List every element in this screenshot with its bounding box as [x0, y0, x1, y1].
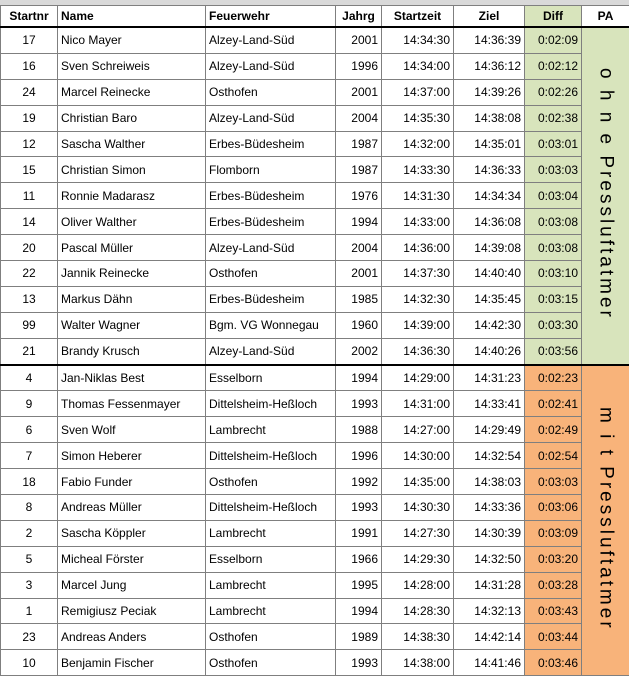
cell-jahrgang[interactable]: 1989 [336, 624, 382, 650]
table-row [1, 572, 629, 598]
cell-ziel[interactable]: 14:31:28 [454, 572, 525, 598]
table-row [1, 131, 629, 157]
header-startnr[interactable]: Startnr [1, 6, 58, 28]
cell-feuerwehr[interactable]: Erbes-Büdesheim [206, 183, 336, 209]
cell-diff[interactable]: 0:03:04 [525, 183, 582, 209]
cell-startnr[interactable]: 13 [1, 286, 58, 312]
cell-diff[interactable]: 0:03:44 [525, 624, 582, 650]
cell-ziel[interactable]: 14:33:36 [454, 495, 525, 521]
cell-startnr[interactable]: 18 [1, 469, 58, 495]
cell-startzeit[interactable]: 14:36:00 [382, 235, 454, 261]
table-row [1, 105, 629, 131]
cell-ziel[interactable]: 14:32:50 [454, 546, 525, 572]
cell-name[interactable]: Benjamin Fischer [58, 650, 206, 676]
cell-startzeit[interactable]: 14:35:30 [382, 105, 454, 131]
cell-jahrgang[interactable]: 1992 [336, 469, 382, 495]
cell-diff[interactable]: 0:02:12 [525, 53, 582, 79]
table-row [1, 391, 629, 417]
cell-startzeit[interactable]: 14:37:30 [382, 261, 454, 287]
cell-jahrgang[interactable]: 1987 [336, 157, 382, 183]
cell-startnr[interactable]: 17 [1, 27, 58, 53]
cell-startnr[interactable]: 99 [1, 312, 58, 338]
cell-startzeit[interactable]: 14:31:30 [382, 183, 454, 209]
header-row [1, 6, 629, 28]
table-row [1, 598, 629, 624]
cell-startnr[interactable]: 12 [1, 131, 58, 157]
table-row [1, 157, 629, 183]
cell-feuerwehr[interactable]: Alzey-Land-Süd [206, 105, 336, 131]
cell-startnr[interactable]: 1 [1, 598, 58, 624]
header-jahrgang[interactable]: Jahrg [336, 6, 382, 28]
cell-jahrgang[interactable]: 1996 [336, 443, 382, 469]
cell-jahrgang[interactable]: 1988 [336, 417, 382, 443]
table-row [1, 286, 629, 312]
cell-feuerwehr[interactable]: Alzey-Land-Süd [206, 235, 336, 261]
cell-diff[interactable]: 0:02:54 [525, 443, 582, 469]
cell-jahrgang[interactable]: 1996 [336, 53, 382, 79]
cell-feuerwehr[interactable]: Lambrecht [206, 520, 336, 546]
cell-feuerwehr[interactable]: Lambrecht [206, 572, 336, 598]
cell-diff[interactable]: 0:03:10 [525, 261, 582, 287]
cell-feuerwehr[interactable]: Lambrecht [206, 598, 336, 624]
table-row [1, 312, 629, 338]
cell-jahrgang[interactable]: 1994 [336, 598, 382, 624]
cell-name[interactable]: Andreas Anders [58, 624, 206, 650]
cell-diff[interactable]: 0:02:49 [525, 417, 582, 443]
cell-startnr[interactable]: 2 [1, 520, 58, 546]
cell-diff[interactable]: 0:03:03 [525, 469, 582, 495]
cell-jahrgang[interactable]: 1993 [336, 495, 382, 521]
cell-jahrgang[interactable]: 1987 [336, 131, 382, 157]
cell-jahrgang[interactable]: 2001 [336, 27, 382, 53]
cell-diff[interactable]: 0:03:28 [525, 572, 582, 598]
table-row [1, 209, 629, 235]
cell-startzeit[interactable]: 14:27:00 [382, 417, 454, 443]
cell-startzeit[interactable]: 14:29:00 [382, 365, 454, 391]
cell-startzeit[interactable]: 14:33:00 [382, 209, 454, 235]
cell-name[interactable]: Pascal Müller [58, 235, 206, 261]
cell-startzeit[interactable]: 14:28:30 [382, 598, 454, 624]
cell-startnr[interactable]: 6 [1, 417, 58, 443]
table-row [1, 443, 629, 469]
cell-diff[interactable]: 0:02:38 [525, 105, 582, 131]
cell-name[interactable]: Remigiusz Peciak [58, 598, 206, 624]
table-row [1, 338, 629, 364]
cell-ziel[interactable]: 14:36:33 [454, 157, 525, 183]
cell-jahrgang[interactable]: 1966 [336, 546, 382, 572]
cell-feuerwehr[interactable]: Osthofen [206, 79, 336, 105]
cell-feuerwehr[interactable]: Erbes-Büdesheim [206, 286, 336, 312]
cell-jahrgang[interactable]: 1994 [336, 365, 382, 391]
cell-feuerwehr[interactable]: Alzey-Land-Süd [206, 53, 336, 79]
cell-feuerwehr[interactable]: Osthofen [206, 469, 336, 495]
cell-feuerwehr[interactable]: Esselborn [206, 365, 336, 391]
cell-startzeit[interactable]: 14:39:00 [382, 312, 454, 338]
cell-name[interactable]: Sven Wolf [58, 417, 206, 443]
cell-startzeit[interactable]: 14:34:00 [382, 53, 454, 79]
cell-name[interactable]: Sascha Walther [58, 131, 206, 157]
cell-name[interactable]: Brandy Krusch [58, 338, 206, 364]
cell-startzeit[interactable]: 14:38:00 [382, 650, 454, 676]
cell-jahrgang[interactable]: 1960 [336, 312, 382, 338]
cell-startzeit[interactable]: 14:32:00 [382, 131, 454, 157]
cell-diff[interactable]: 0:03:46 [525, 650, 582, 676]
cell-feuerwehr[interactable]: Alzey-Land-Süd [206, 338, 336, 364]
cell-name[interactable]: Markus Dähn [58, 286, 206, 312]
cell-name[interactable]: Micheal Förster [58, 546, 206, 572]
cell-startzeit[interactable]: 14:27:30 [382, 520, 454, 546]
header-ziel[interactable]: Ziel [454, 6, 525, 28]
header-pa[interactable]: PA [582, 6, 629, 28]
cell-ziel[interactable]: 14:32:13 [454, 598, 525, 624]
table-row [1, 27, 629, 53]
table-row [1, 365, 629, 391]
cell-ziel[interactable]: 14:40:40 [454, 261, 525, 287]
cell-startnr[interactable]: 21 [1, 338, 58, 364]
cell-ziel[interactable]: 14:35:01 [454, 131, 525, 157]
cell-startzeit[interactable]: 14:34:30 [382, 27, 454, 53]
cell-ziel[interactable]: 14:34:34 [454, 183, 525, 209]
cell-ziel[interactable]: 14:38:08 [454, 105, 525, 131]
cell-diff[interactable]: 0:02:23 [525, 365, 582, 391]
cell-diff[interactable]: 0:03:30 [525, 312, 582, 338]
cell-diff[interactable]: 0:03:08 [525, 209, 582, 235]
cell-startnr[interactable]: 15 [1, 157, 58, 183]
cell-name[interactable]: Fabio Funder [58, 469, 206, 495]
table-row [1, 624, 629, 650]
table-row [1, 183, 629, 209]
cell-name[interactable]: Marcel Reinecke [58, 79, 206, 105]
cell-startnr[interactable]: 23 [1, 624, 58, 650]
cell-ziel[interactable]: 14:33:41 [454, 391, 525, 417]
cell-startzeit[interactable]: 14:36:30 [382, 338, 454, 364]
cell-startzeit[interactable]: 14:30:00 [382, 443, 454, 469]
cell-ziel[interactable]: 14:40:26 [454, 338, 525, 364]
header-startzeit[interactable]: Startzeit [382, 6, 454, 28]
cell-jahrgang[interactable]: 1991 [336, 520, 382, 546]
cell-ziel[interactable]: 14:32:54 [454, 443, 525, 469]
cell-name[interactable]: Sven Schreiweis [58, 53, 206, 79]
table-row [1, 261, 629, 287]
cell-jahrgang[interactable]: 1993 [336, 650, 382, 676]
cell-name[interactable]: Walter Wagner [58, 312, 206, 338]
cell-feuerwehr[interactable]: Alzey-Land-Süd [206, 27, 336, 53]
cell-name[interactable]: Jannik Reinecke [58, 261, 206, 287]
cell-startnr[interactable]: 4 [1, 365, 58, 391]
cell-startnr[interactable]: 7 [1, 443, 58, 469]
cell-ziel[interactable]: 14:38:03 [454, 469, 525, 495]
cell-feuerwehr[interactable]: Dittelsheim-Heßloch [206, 495, 336, 521]
header-diff[interactable]: Diff [525, 6, 582, 28]
cell-name[interactable]: Thomas Fessenmayer [58, 391, 206, 417]
cell-diff[interactable]: 0:03:43 [525, 598, 582, 624]
cell-ziel[interactable]: 14:29:49 [454, 417, 525, 443]
cell-startzeit[interactable]: 14:30:30 [382, 495, 454, 521]
cell-feuerwehr[interactable]: Bgm. VG Wonnegau [206, 312, 336, 338]
pa-group-label: m i t Pressluftatmer [595, 407, 617, 631]
cell-feuerwehr[interactable]: Dittelsheim-Heßloch [206, 391, 336, 417]
cell-jahrgang[interactable]: 1993 [336, 391, 382, 417]
cell-startnr[interactable]: 20 [1, 235, 58, 261]
cell-feuerwehr[interactable]: Osthofen [206, 261, 336, 287]
cell-diff[interactable]: 0:03:06 [525, 495, 582, 521]
cell-feuerwehr[interactable]: Esselborn [206, 546, 336, 572]
table-row [1, 469, 629, 495]
cell-feuerwehr[interactable]: Erbes-Büdesheim [206, 209, 336, 235]
cell-startnr[interactable]: 3 [1, 572, 58, 598]
pa-group-ohne[interactable] [582, 27, 629, 365]
cell-ziel[interactable]: 14:36:12 [454, 53, 525, 79]
table-row [1, 417, 629, 443]
table-row [1, 235, 629, 261]
cell-startzeit[interactable]: 14:33:30 [382, 157, 454, 183]
cell-startnr[interactable]: 11 [1, 183, 58, 209]
cell-jahrgang[interactable]: 1985 [336, 286, 382, 312]
cell-jahrgang[interactable]: 1994 [336, 209, 382, 235]
cell-jahrgang[interactable]: 2004 [336, 235, 382, 261]
cell-diff[interactable]: 0:02:41 [525, 391, 582, 417]
pa-group-mit[interactable] [582, 365, 629, 676]
cell-name[interactable]: Christian Baro [58, 105, 206, 131]
results-table [0, 5, 629, 676]
cell-startnr[interactable]: 9 [1, 391, 58, 417]
cell-diff[interactable]: 0:03:20 [525, 546, 582, 572]
cell-startzeit[interactable]: 14:37:00 [382, 79, 454, 105]
table-row [1, 495, 629, 521]
cell-startnr[interactable]: 14 [1, 209, 58, 235]
cell-name[interactable]: Nico Mayer [58, 27, 206, 53]
cell-name[interactable]: Christian Simon [58, 157, 206, 183]
cell-startzeit[interactable]: 14:28:00 [382, 572, 454, 598]
cell-feuerwehr[interactable]: Dittelsheim-Heßloch [206, 443, 336, 469]
cell-ziel[interactable]: 14:42:30 [454, 312, 525, 338]
cell-startzeit[interactable]: 14:38:30 [382, 624, 454, 650]
cell-name[interactable]: Oliver Walther [58, 209, 206, 235]
cell-name[interactable]: Andreas Müller [58, 495, 206, 521]
cell-jahrgang[interactable]: 2001 [336, 79, 382, 105]
cell-diff[interactable]: 0:03:15 [525, 286, 582, 312]
cell-ziel[interactable]: 14:31:23 [454, 365, 525, 391]
cell-startzeit[interactable]: 14:35:00 [382, 469, 454, 495]
cell-ziel[interactable]: 14:41:46 [454, 650, 525, 676]
cell-diff[interactable]: 0:03:08 [525, 235, 582, 261]
cell-name[interactable]: Jan-Niklas Best [58, 365, 206, 391]
cell-ziel[interactable]: 14:42:14 [454, 624, 525, 650]
header-feuerwehr[interactable]: Feuerwehr [206, 6, 336, 28]
cell-startnr[interactable]: 10 [1, 650, 58, 676]
cell-startnr[interactable]: 5 [1, 546, 58, 572]
table-row [1, 546, 629, 572]
cell-ziel[interactable]: 14:39:26 [454, 79, 525, 105]
cell-feuerwehr[interactable]: Flomborn [206, 157, 336, 183]
cell-feuerwehr[interactable]: Osthofen [206, 624, 336, 650]
cell-startnr[interactable]: 16 [1, 53, 58, 79]
cell-diff[interactable]: 0:03:56 [525, 338, 582, 364]
cell-name[interactable]: Ronnie Madarasz [58, 183, 206, 209]
cell-jahrgang[interactable]: 2004 [336, 105, 382, 131]
cell-startzeit[interactable]: 14:32:30 [382, 286, 454, 312]
cell-diff[interactable]: 0:02:09 [525, 27, 582, 53]
cell-jahrgang[interactable]: 2001 [336, 261, 382, 287]
cell-feuerwehr[interactable]: Osthofen [206, 650, 336, 676]
cell-startnr[interactable]: 24 [1, 79, 58, 105]
cell-diff[interactable]: 0:03:09 [525, 520, 582, 546]
header-name[interactable]: Name [58, 6, 206, 28]
table-row [1, 650, 629, 676]
cell-name[interactable]: Marcel Jung [58, 572, 206, 598]
cell-name[interactable]: Simon Heberer [58, 443, 206, 469]
cell-startnr[interactable]: 8 [1, 495, 58, 521]
cell-name[interactable]: Sascha Köppler [58, 520, 206, 546]
cell-diff[interactable]: 0:03:01 [525, 131, 582, 157]
table-row [1, 53, 629, 79]
cell-diff[interactable]: 0:02:26 [525, 79, 582, 105]
cell-startzeit[interactable]: 14:31:00 [382, 391, 454, 417]
cell-feuerwehr[interactable]: Lambrecht [206, 417, 336, 443]
table-row [1, 79, 629, 105]
table-row [1, 520, 629, 546]
cell-jahrgang[interactable]: 1995 [336, 572, 382, 598]
cell-ziel[interactable]: 14:36:39 [454, 27, 525, 53]
cell-feuerwehr[interactable]: Erbes-Büdesheim [206, 131, 336, 157]
pa-group-label: o h n e Pressluftatmer [595, 68, 617, 321]
cell-jahrgang[interactable]: 1976 [336, 183, 382, 209]
cell-diff[interactable]: 0:03:03 [525, 157, 582, 183]
cell-jahrgang[interactable]: 2002 [336, 338, 382, 364]
cell-startnr[interactable]: 22 [1, 261, 58, 287]
cell-startzeit[interactable]: 14:29:30 [382, 546, 454, 572]
cell-ziel[interactable]: 14:36:08 [454, 209, 525, 235]
cell-ziel[interactable]: 14:30:39 [454, 520, 525, 546]
cell-startnr[interactable]: 19 [1, 105, 58, 131]
cell-ziel[interactable]: 14:35:45 [454, 286, 525, 312]
cell-ziel[interactable]: 14:39:08 [454, 235, 525, 261]
